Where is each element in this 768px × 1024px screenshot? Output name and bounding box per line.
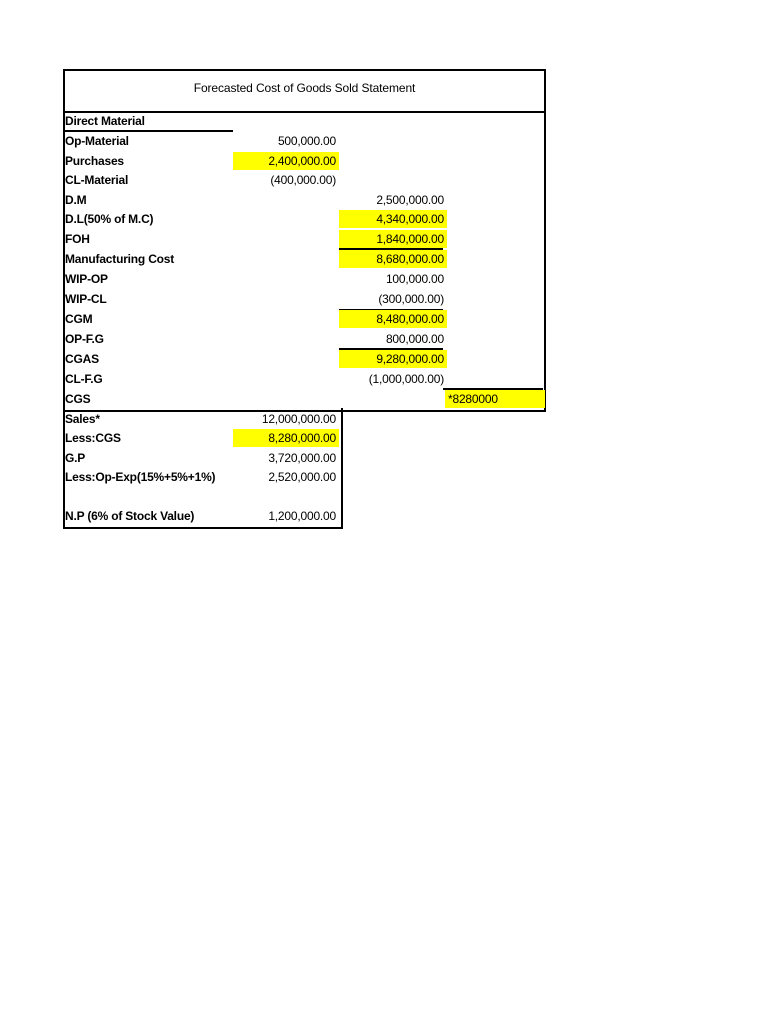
- row-label: Op-Material: [65, 134, 129, 148]
- value-col1: (400,000.00): [270, 173, 336, 187]
- row-sales: [65, 410, 543, 429]
- row-label: CL-Material: [65, 173, 129, 187]
- row-label: Direct Material: [65, 114, 145, 128]
- value-col2: 100,000.00: [385, 272, 444, 286]
- value-col1: 500,000.00: [277, 134, 336, 148]
- row-purchases: [65, 152, 543, 171]
- row-label: D.L(50% of M.C): [65, 212, 154, 226]
- row-label: Less:Op-Exp(15%+5%+1%): [65, 470, 216, 484]
- value-col2: (1,000,000.00): [368, 372, 444, 386]
- row-manufacturing-cost: [65, 250, 543, 269]
- value-col1: 2,520,000.00: [268, 470, 336, 484]
- row-cl-fg: [65, 370, 543, 389]
- value-col2: 800,000.00: [385, 332, 444, 346]
- title-row: [65, 71, 544, 113]
- row-op-fg: [65, 330, 543, 349]
- value-col2: (300,000.00): [378, 292, 444, 306]
- row-cgm: [65, 310, 543, 329]
- row-op-material: [65, 132, 543, 151]
- row-label: WIP-OP: [65, 272, 108, 286]
- value-col2: 9,280,000.00: [339, 350, 447, 368]
- value-col2: 8,680,000.00: [339, 250, 447, 268]
- value-col2: 8,480,000.00: [339, 310, 447, 328]
- row-label: CGM: [65, 312, 93, 326]
- row-cgs: [65, 390, 543, 409]
- row-np: [65, 507, 543, 526]
- row-label: Less:CGS: [65, 431, 121, 445]
- row-less-cgs: [65, 429, 543, 448]
- value-col2: 1,840,000.00: [339, 230, 447, 248]
- row-dl: [65, 210, 543, 229]
- row-label: D.M: [65, 193, 87, 207]
- value-col1: 1,200,000.00: [268, 509, 336, 523]
- row-cl-material: [65, 171, 543, 190]
- row-label: CL-F.G: [65, 372, 103, 386]
- row-wip-op: [65, 270, 543, 289]
- value-col1: 3,720,000.00: [268, 451, 336, 465]
- row-label: Manufacturing Cost: [65, 252, 175, 266]
- row-cgas: [65, 350, 543, 369]
- row-label: OP-F.G: [65, 332, 104, 346]
- row-label: WIP-CL: [65, 292, 107, 306]
- row-gp: [65, 449, 543, 468]
- value-col2: 4,340,000.00: [339, 210, 447, 228]
- value-col1: 12,000,000.00: [261, 412, 336, 426]
- value-col1: 2,400,000.00: [233, 152, 339, 170]
- row-wip-cl: [65, 290, 543, 309]
- row-less-op-exp: [65, 468, 543, 487]
- value-col2: 2,500,000.00: [376, 193, 444, 207]
- row-label: G.P: [65, 451, 86, 465]
- row-label: CGAS: [65, 352, 99, 366]
- row-label: Purchases: [65, 154, 124, 168]
- row-label: Sales*: [65, 412, 100, 426]
- row-dm: [65, 191, 543, 210]
- row-label: FOH: [65, 232, 90, 246]
- row-direct-material: [65, 112, 543, 131]
- row-foh: [65, 230, 543, 249]
- statement-title: Forecasted Cost of Goods Sold Statement: [193, 81, 416, 95]
- value-col1: 8,280,000.00: [233, 429, 339, 447]
- cogs-statement-sheet: [63, 69, 544, 529]
- row-label: CGS: [65, 392, 91, 406]
- row-label: N.P (6% of Stock Value): [65, 509, 195, 523]
- value-col3: *8280000: [445, 390, 545, 408]
